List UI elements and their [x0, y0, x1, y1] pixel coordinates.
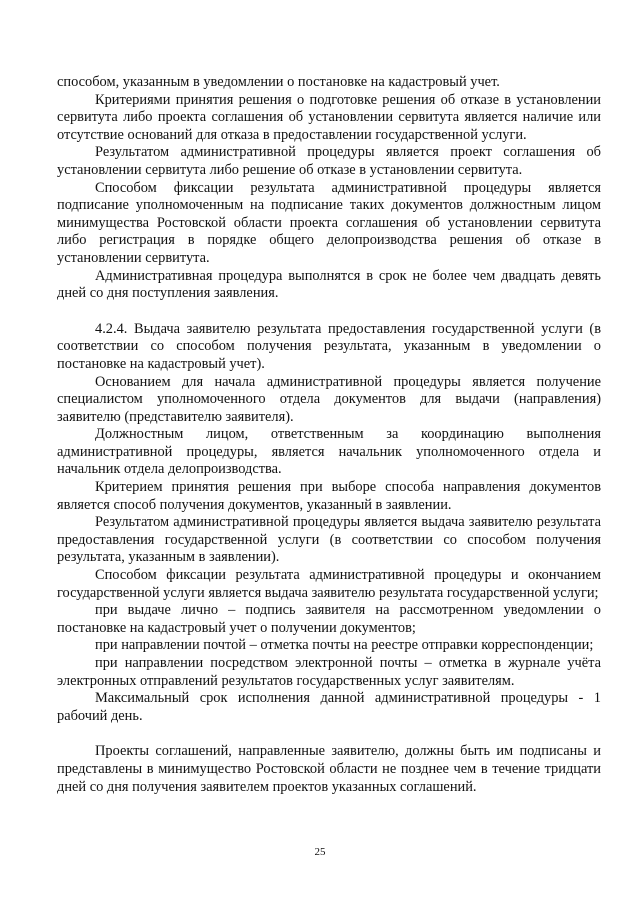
paragraph-agreement-projects: Проекты соглашений, направленные заявителю, должны быть им подписаны и представлены в минимущество Ростовской области не позднее чем в течение тридцати дней со дня получения заявителем проектов указанных соглашений.: [57, 743, 601, 795]
paragraph-deadline: Административная процедура выполнятся в срок не более чем двадцать девять дней со дня поступления заявления.: [57, 267, 601, 302]
page-number: 25: [314, 846, 326, 858]
paragraph-in-person: при выдаче лично – подпись заявителя на рассмотренном уведомлении о постановке на кадастровый учет о получении документов;: [57, 602, 601, 636]
paragraph-by-mail: при направлении почтой – отметка почты на реестре отправки корреспонденции;: [95, 637, 594, 654]
paragraph-responsible: Должностным лицом, ответственным за координацию выполнения административной процедуры, является начальник уполномоченного отдела и начальник отдела делопроизводства.: [57, 426, 601, 478]
paragraph-fixation: Способом фиксации результата административной процедуры является подписание уполномоченным на подписание таких документов должностным лицом минимущества Ростовской области проекта соглашения об установлении сервитута либо регистрация в порядке общего делопроизводства решения об отказе в установлении сервитута.: [57, 179, 601, 266]
paragraph-gap: [57, 303, 601, 321]
paragraph-result-fixation: Способом фиксации результата административной процедуры и окончанием государственной услуги является выдача заявителю результата государственной услуги;: [57, 567, 601, 601]
paragraph-basis: Основанием для начала административной процедуры является получение специалистом уполномоченного отдела документов для выдачи (направления) заявителю (представителю заявителя).: [57, 373, 601, 425]
paragraph-max-duration: Максимальный срок исполнения данной административной процедуры - 1 рабочий день.: [57, 690, 601, 724]
paragraph-by-email: при направлении посредством электронной почты – отметка в журнале учёта электронных отправлений результатов государственных услуг заявителям.: [57, 655, 601, 689]
paragraph-decision-criterion: Критерием принятия решения при выборе способа направления документов является способ получения документов, указанный в заявлении.: [57, 479, 601, 513]
document-body: [57, 74, 601, 796]
paragraph-gap: [57, 725, 601, 743]
section-4-2-4-heading: 4.2.4. Выдача заявителю результата предоставления государственной услуги (в соответствии со способом получения результата, указанным в уведомлении о постановке на кадастровый учет).: [57, 320, 601, 372]
paragraph-result: Результатом административной процедуры является проект соглашения об установлении сервитута либо решение об отказе в установлении сервитута.: [57, 144, 601, 178]
paragraph-procedure-result: Результатом административной процедуры является выдача заявителю результата предоставления государственной услуги (в соответствии со способом получения результата, указанным в заявлении).: [57, 514, 601, 566]
paragraph-criteria: Критериями принятия решения о подготовке решения об отказе в установлении сервитута либо проекта соглашения об установлении сервитута является наличие или отсутствие оснований для отказа в предоставлении государственной услуги.: [57, 91, 601, 143]
paragraph-continuation: способом, указанным в уведомлении о постановке на кадастровый учет.: [57, 74, 500, 90]
